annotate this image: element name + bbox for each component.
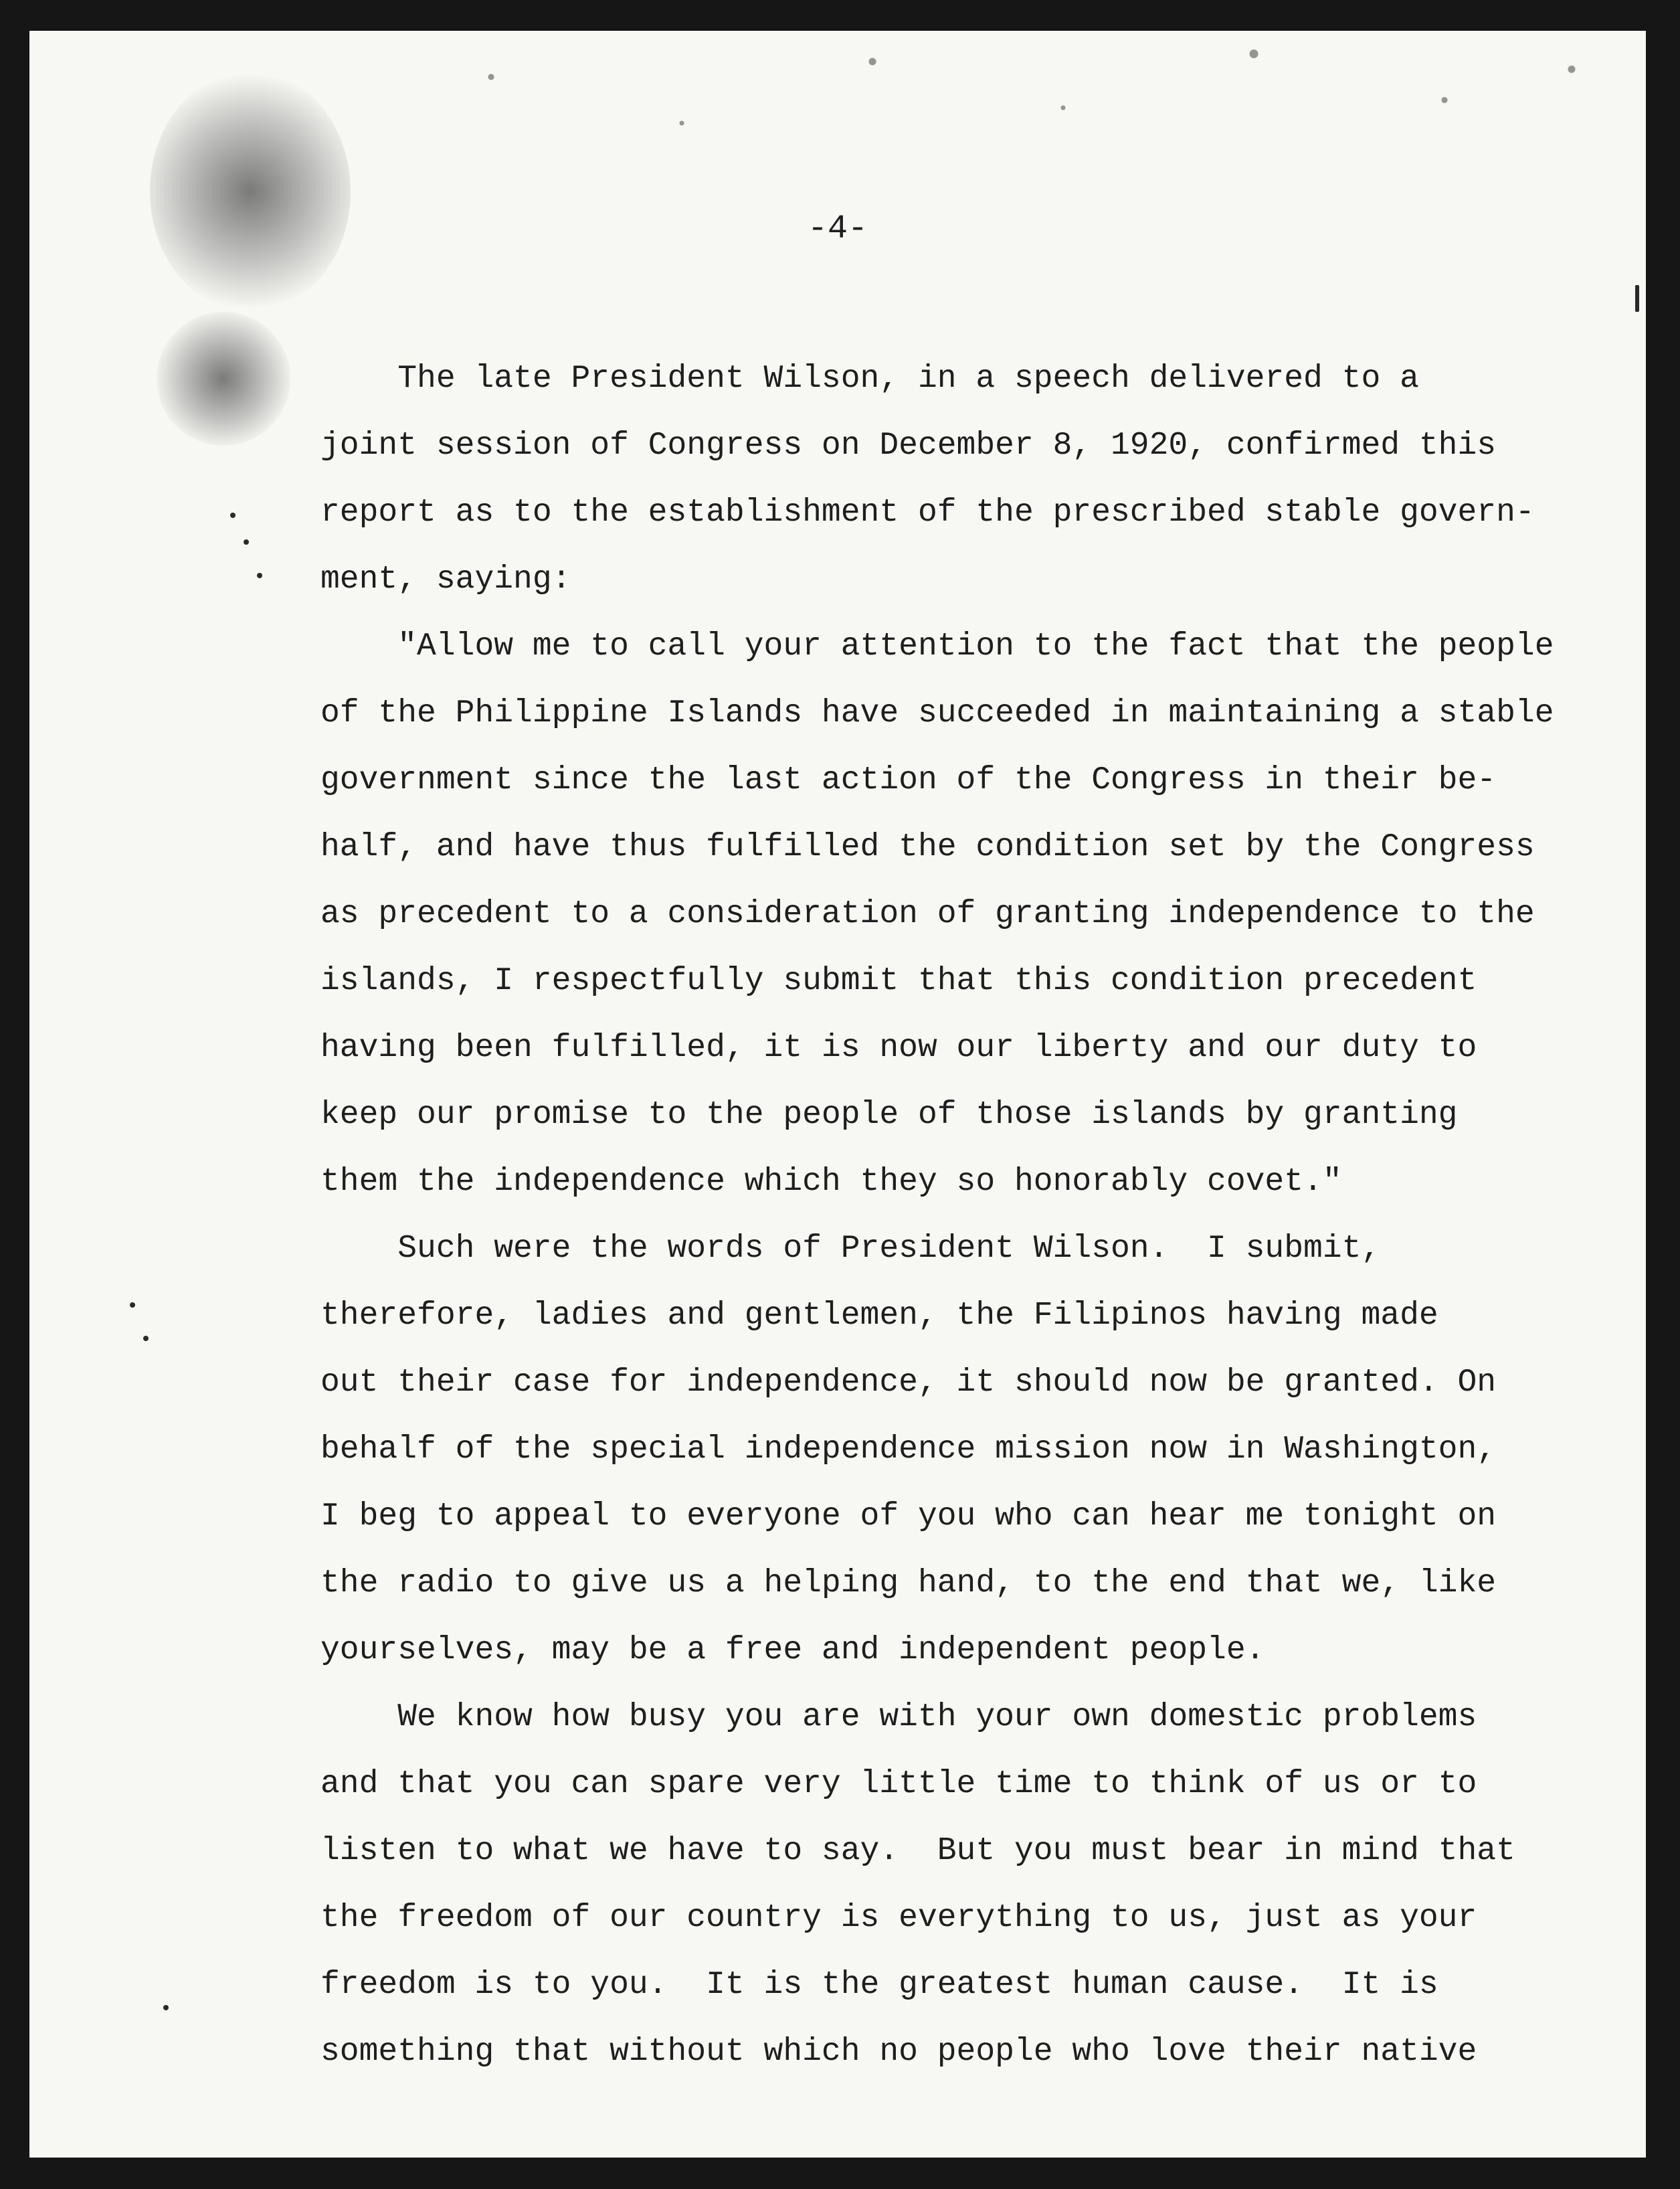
text-line: something that without which no people who love their native xyxy=(320,2034,1477,2070)
ink-speck xyxy=(1635,285,1639,312)
text-line: therefore, ladies and gentlemen, the Filipinos having made xyxy=(320,1298,1438,1334)
scan-noise xyxy=(364,31,1635,185)
text-line: ment, saying: xyxy=(320,561,571,598)
text-line: and that you can spare very little time to think of us or to xyxy=(320,1766,1477,1802)
text-line: joint session of Congress on December 8, 1920, confirmed this xyxy=(320,428,1497,464)
text-line: them the independence which they so honorably covet." xyxy=(320,1164,1342,1200)
document-body xyxy=(320,345,1645,2085)
text-line: behalf of the special independence mission now in Washington, xyxy=(320,1431,1497,1468)
text-line: freedom is to you. It is the greatest human cause. It is xyxy=(320,1967,1438,2003)
text-line: the radio to give us a helping hand, to the end that we, like xyxy=(320,1565,1497,1601)
document-page xyxy=(29,31,1646,2158)
ink-speck xyxy=(230,513,236,518)
ink-blot xyxy=(157,312,290,446)
text-line: We know how busy you are with your own domestic problems xyxy=(320,1699,1477,1735)
text-line: out their case for independence, it should now be granted. On xyxy=(320,1365,1497,1401)
text-line: the freedom of our country is everything to us, just as your xyxy=(320,1900,1477,1936)
page-number: -4- xyxy=(807,210,868,248)
text-line: Such were the words of President Wilson. I submit, xyxy=(320,1231,1381,1267)
ink-speck xyxy=(244,539,249,545)
text-line: The late President Wilson, in a speech delivered to a xyxy=(320,361,1419,397)
text-line: having been fulfilled, it is now our liberty and our duty to xyxy=(320,1030,1477,1066)
text-line: half, and have thus fulfilled the condition set by the Congress xyxy=(320,829,1535,865)
ink-speck xyxy=(143,1336,149,1341)
text-line: keep our promise to the people of those islands by granting xyxy=(320,1097,1458,1133)
text-line: I beg to appeal to everyone of you who can hear me tonight on xyxy=(320,1498,1497,1535)
ink-speck xyxy=(257,573,262,578)
text-line: islands, I respectfully submit that this condition precedent xyxy=(320,963,1477,999)
text-line: listen to what we have to say. But you must bear in mind that xyxy=(320,1833,1515,1869)
ink-speck xyxy=(130,1302,135,1308)
ink-speck xyxy=(163,2005,169,2010)
text-line: yourselves, may be a free and independent people. xyxy=(320,1632,1265,1668)
text-line: as precedent to a consideration of granting independence to the xyxy=(320,896,1535,932)
text-line: of the Philippine Islands have succeeded in maintaining a stable xyxy=(320,695,1554,731)
ink-blot xyxy=(150,71,351,312)
text-line: report as to the establishment of the prescribed stable govern- xyxy=(320,495,1535,531)
text-line: government since the last action of the Congress in their be- xyxy=(320,762,1497,798)
text-line: "Allow me to call your attention to the fact that the people xyxy=(320,628,1554,665)
